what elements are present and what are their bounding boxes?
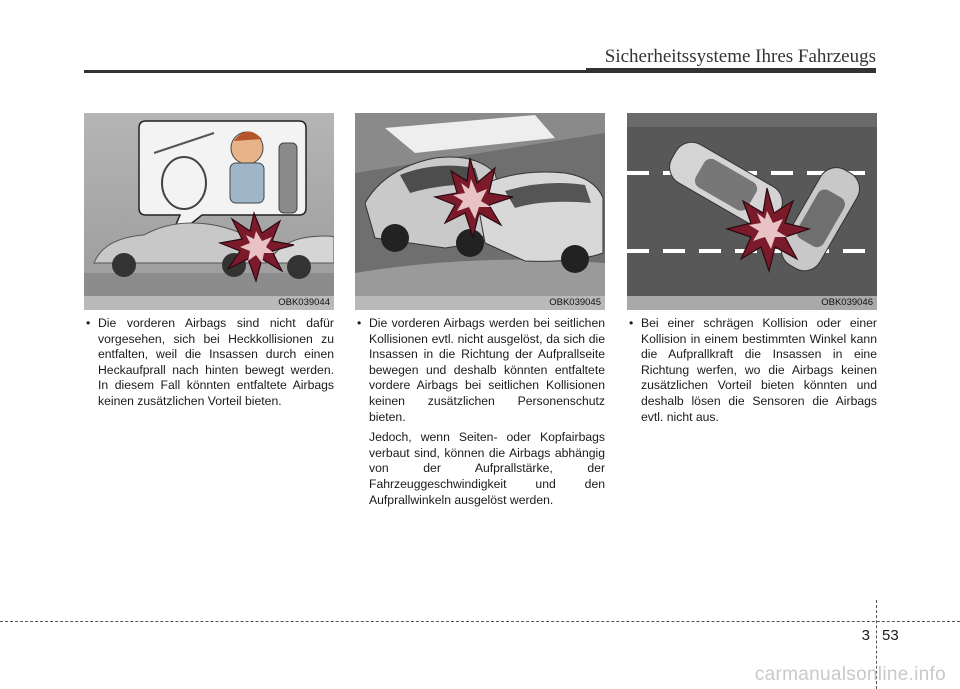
- column-angle-collision: [627, 113, 877, 425]
- paragraph-text: Jedoch, wenn Seiten- oder Kopfairbags verbaut sind, können die Airbags abhängig von der Aufprallstärke, der Fahrzeuggeschwindigkeit und den Aufprallwinkeln ausgelöst werden.: [369, 430, 605, 507]
- figure-side-collision: [355, 113, 605, 310]
- figure-angle-collision: [627, 113, 877, 310]
- watermark: carmanualsonline.info: [754, 664, 946, 685]
- text-block: [627, 316, 877, 425]
- bullet-text: • Die vorderen Airbags werden bei seitlichen Kollisionen evtl. nicht ausgelöst, da sich die Insassen in die Richtung der Aufprallseite bewegen und deshalb könnten entfaltete vordere Airbags bei seitlichen Kollisionen keinen zusätzlichen Personenschutz bieten.: [355, 316, 605, 425]
- side-collision-illustration: [355, 113, 605, 296]
- bullet-text: • Die vorderen Airbags sind nicht dafür vorgesehen, sich bei Heckkollisionen zu entfalten, weil die Insassen durch einen Heckaufprall nach hinten bewegt werden. In diesem Fall könnten entfaltete Airbags keinen zusätzlichen Vorteil bieten.: [84, 316, 334, 410]
- text-block: [84, 316, 334, 410]
- bullet-text: • Bei einer schrägen Kollision oder einer Kollision in einem bestimmten Winkel kann die Aufprallkraft die Insassen in eine Richtung werfen, wo die Airbags keinen zusätzlichen Vorteil bieten könnten und deshalb lösen die Sensoren die Airbags evtl. nicht aus.: [627, 316, 877, 425]
- chapter-number: 3: [861, 627, 870, 644]
- rear-collision-illustration: [84, 113, 334, 296]
- column-side-collision: [355, 113, 605, 508]
- footer-rule: [0, 621, 960, 622]
- column-rear-collision: [84, 113, 334, 410]
- text-block: [355, 316, 605, 508]
- page-number: 53: [882, 627, 899, 644]
- figure-code: OBK039044: [84, 296, 334, 310]
- figure-code: OBK039046: [627, 296, 877, 310]
- figure-code: OBK039045: [355, 296, 605, 310]
- page-header-title: Sicherheitssysteme Ihres Fahrzeugs: [604, 46, 876, 67]
- header-rule: [84, 70, 876, 73]
- angle-collision-illustration: [627, 113, 877, 296]
- figure-rear-collision: [84, 113, 334, 310]
